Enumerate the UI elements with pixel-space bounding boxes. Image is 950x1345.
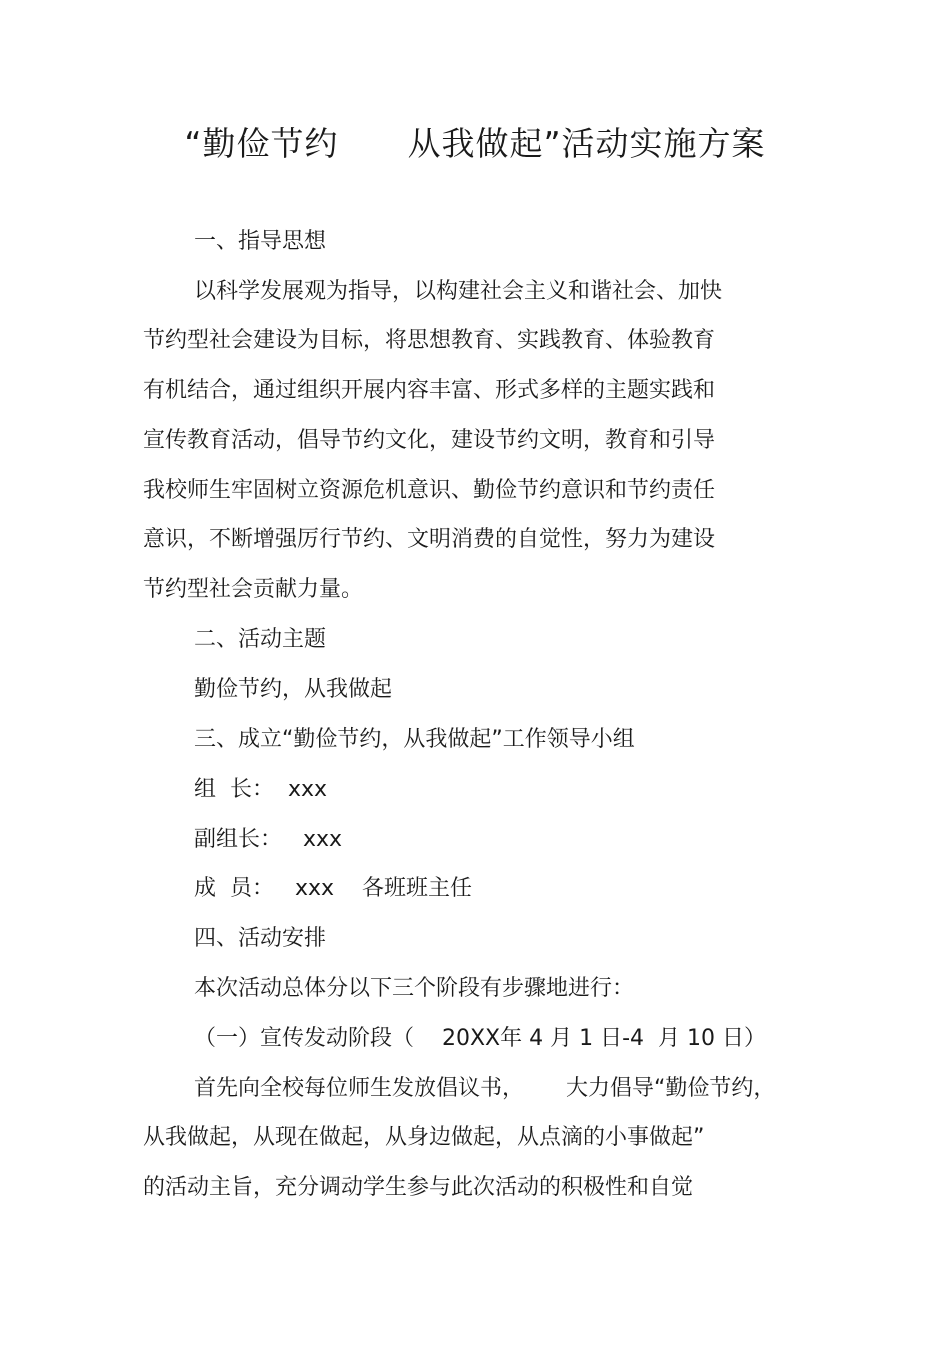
group-leader-line: 组 长： xxx [194, 777, 328, 802]
document-title: “勤俭节约 从我做起”活动实施方案 [184, 124, 766, 163]
section-heading-activity-arrangement: 四、活动安排 [194, 926, 327, 951]
stage-one-heading: （一）宣传发动阶段（ 20XX年 4 月 1 日-4 月 10 日） [194, 1026, 766, 1051]
paragraph-line: 的活动主旨，充分调动学生参与此次活动的积极性和自觉 [143, 1175, 694, 1200]
paragraph-line: 从我做起，从现在做起，从身边做起，从点滴的小事做起” [143, 1125, 705, 1150]
section-heading-activity-theme: 二、活动主题 [194, 627, 327, 652]
paragraph-line: 首先向全校每位师生发放倡议书， 大力倡导“勤俭节约， [194, 1076, 776, 1101]
section-heading-leadership-group: 三、成立“勤俭节约，从我做起”工作领导小组 [194, 727, 635, 752]
theme-text: 勤俭节约，从我做起 [194, 677, 393, 702]
paragraph-line: 我校师生牢固树立资源危机意识、勤俭节约意识和节约责任 [143, 478, 716, 503]
paragraph-line: 本次活动总体分以下三个阶段有步骤地进行： [194, 976, 635, 1001]
paragraph-line: 以科学发展观为指导，以构建社会主义和谐社会、加快 [194, 279, 723, 304]
paragraph-line: 宣传教育活动，倡导节约文化，建设节约文明，教育和引导 [143, 428, 716, 453]
paragraph-line: 有机结合，通过组织开展内容丰富、形式多样的主题实践和 [143, 378, 716, 403]
paragraph-line: 节约型社会贡献力量。 [143, 577, 364, 602]
section-heading-guiding-ideology: 一、指导思想 [194, 229, 327, 254]
deputy-leader-line: 副组长： xxx [194, 827, 343, 852]
paragraph-line: 意识，不断增强厉行节约、文明消费的自觉性，努力为建设 [143, 527, 716, 552]
members-line: 成 员： xxx 各班班主任 [194, 876, 472, 901]
paragraph-line: 节约型社会建设为目标，将思想教育、实践教育、体验教育 [143, 328, 716, 353]
